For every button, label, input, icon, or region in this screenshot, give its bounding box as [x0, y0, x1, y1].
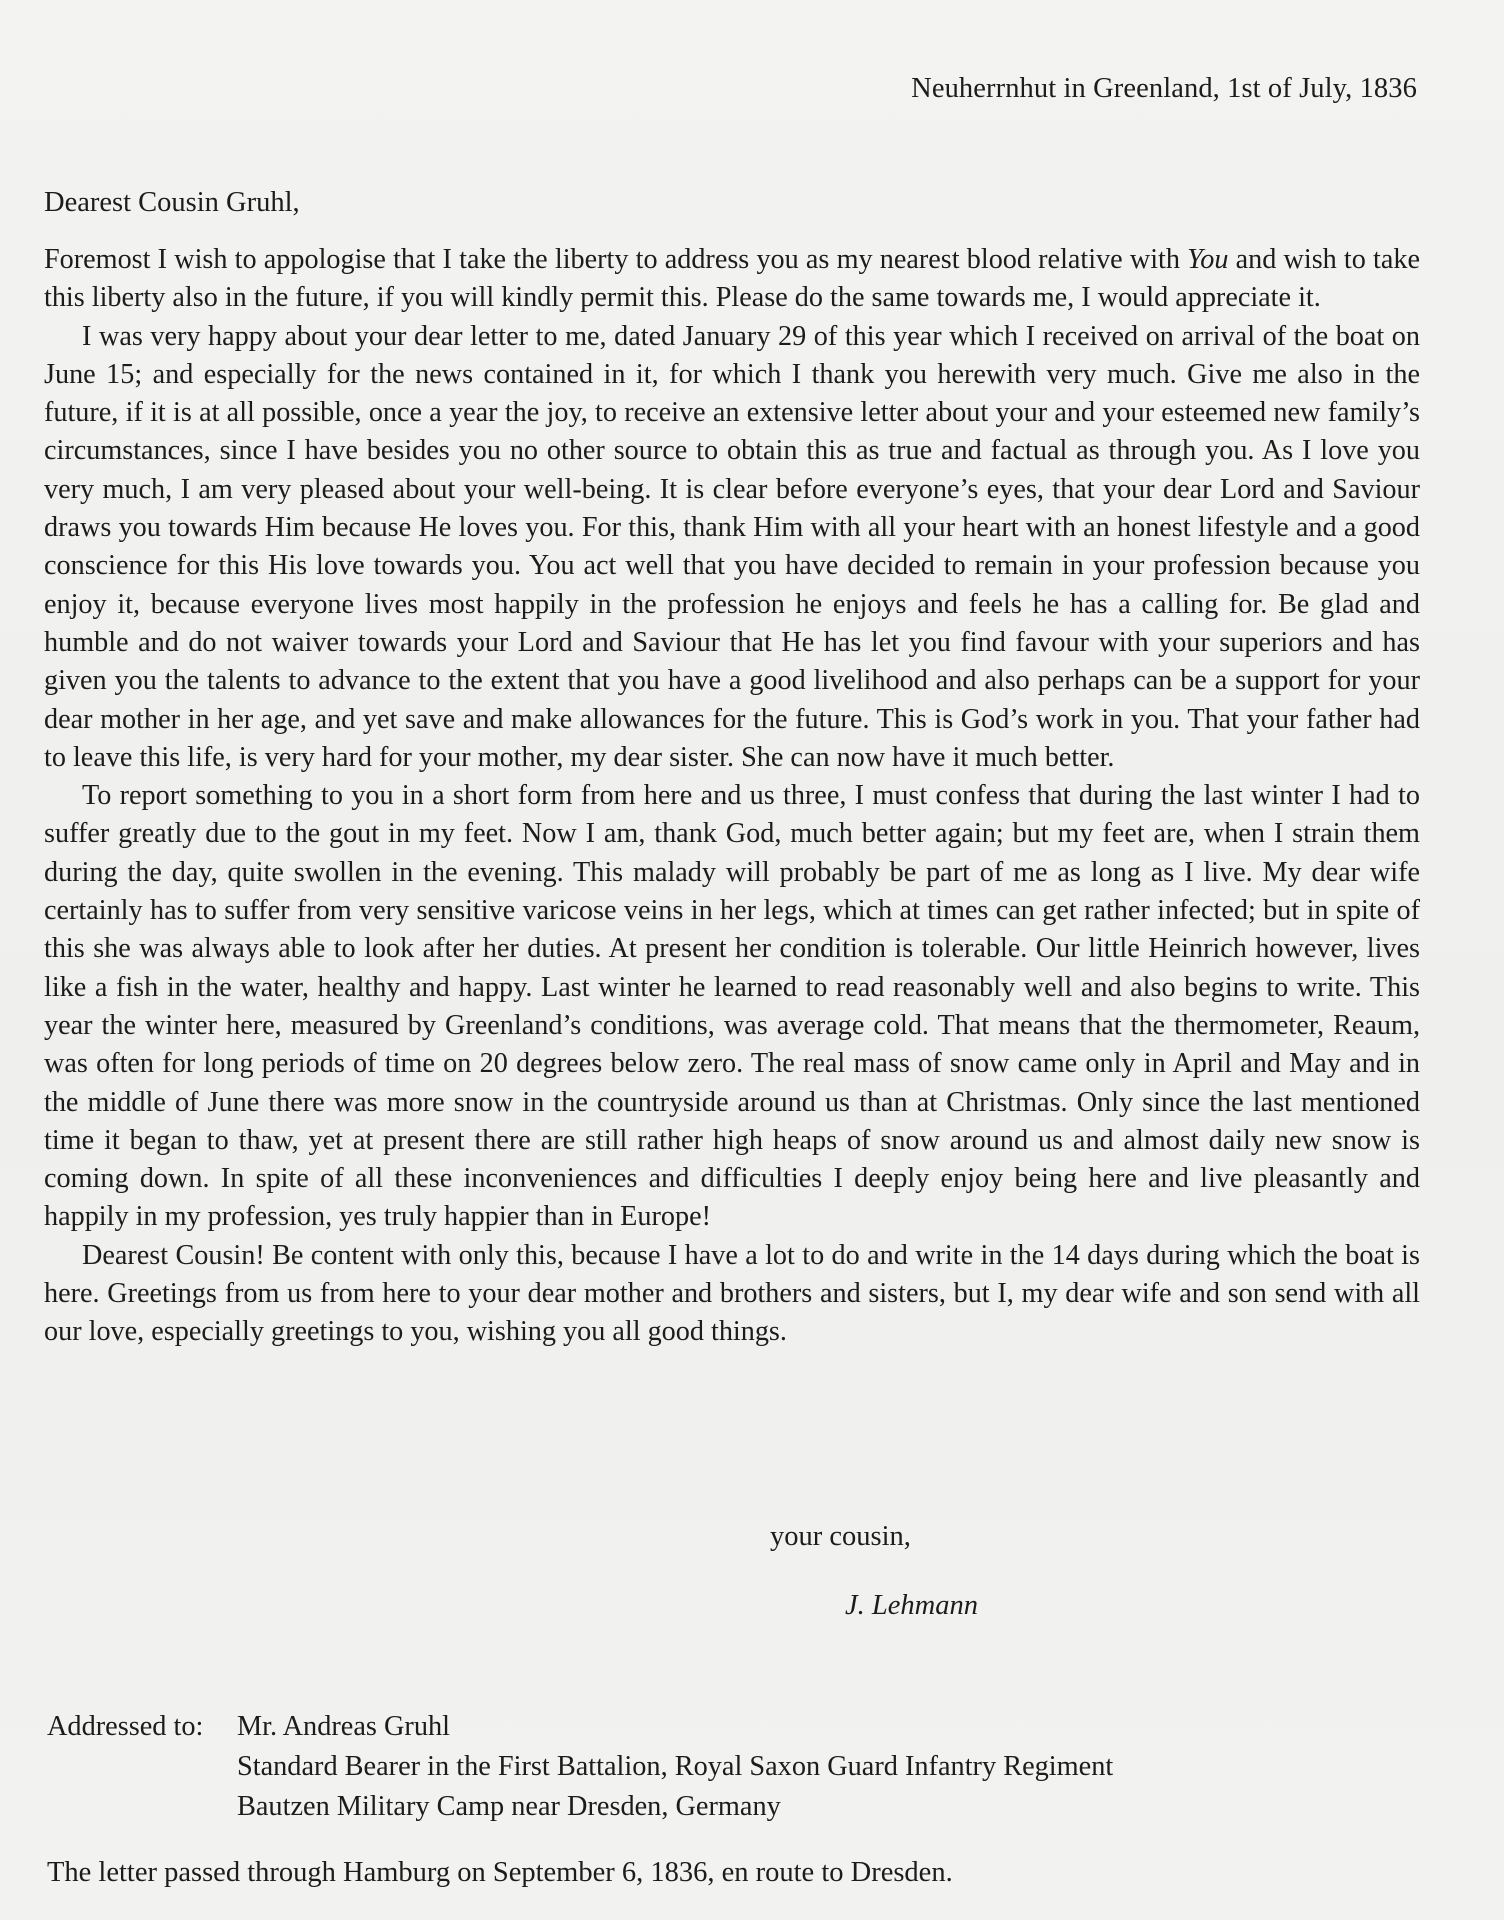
paragraph-3: To report something to you in a short form from here and us three, I must confess that during the last winter I had to suffer greatly due to the gout in my feet. Now I am, thank God, much better again; but my feet are, when I strain them during the day, quite swollen in the evening. This malady will probably be part of me as long as I live. My dear wife certainly has to suffer from very sensitive varicose veins in her legs, which at times can get rather infected; but in spite of this she was always able to look after her duties. At present her condition is tolerable. Our little Heinrich however, lives like a fish in the water, healthy and happy. Last winter he learned to read reasonably well and also begins to write. This year the winter here, measured by Greenland’s conditions, was average cold. That means that the thermometer, Reaum, was often for long periods of time on 20 degrees below zero. The real mass of snow came only in April and May and in the middle of June there was more snow in the countryside around us than at Christmas. Only since the last mentioned time it began to thaw, yet at present there are still rather high heaps of snow around us and almost daily new snow is coming down. In spite of all these inconveniences and difficulties I deeply enjoy being here and live pleasantly and happily in my profession, yes truly happier than in Europe!: [44, 780, 1420, 1233]
letter-body: [44, 241, 1420, 1352]
address-line-1: [47, 1707, 1113, 1747]
address-label: Addressed to:: [47, 1711, 204, 1742]
signature: J. Lehmann: [845, 1590, 978, 1621]
address-line-2: Standard Bearer in the First Battalion, Royal Saxon Guard Infantry Regiment: [237, 1751, 1114, 1782]
paragraph-1-emphasis: You: [1187, 244, 1229, 275]
paragraph-1-part-1: Foremost I wish to appologise that I take the liberty to address you as my nearest blood relative with: [44, 244, 1188, 275]
recipient-name: Mr. Andreas Gruhl: [237, 1711, 450, 1742]
footnote: The letter passed through Hamburg on September 6, 1836, en route to Dresden.: [47, 1857, 953, 1888]
closing: your cousin,: [770, 1521, 911, 1552]
address-line-3: Bautzen Military Camp near Dresden, Germany: [237, 1791, 781, 1822]
paragraph-1-part-2: and wish to take this liberty also in the future, if you will kindly permit this. Please do the same towards me, I would appreciate it.: [44, 244, 1420, 314]
dateline: Neuherrnhut in Greenland, 1st of July, 1836: [911, 73, 1417, 104]
paragraph-4: Dearest Cousin! Be content with only this, because I have a lot to do and write in the 14 days during which the boat is here. Greetings from us from here to your dear mother and brothers and sisters, but I, my dear wife and son send with all our love, especially greetings to you, wishing you all good things.: [44, 1239, 1420, 1348]
paragraph-1: [44, 241, 1420, 318]
address-block: [47, 1707, 1113, 1827]
salutation: Dearest Cousin Gruhl,: [44, 187, 300, 218]
paragraph-2: I was very happy about your dear letter to me, dated January 29 of this year which I received on arrival of the boat on June 15; and especially for the news contained in it, for which I thank you herewith very much. Give me also in the future, if it is at all possible, once a year the joy, to receive an extensive letter about your and your esteemed new family’s circumstances, since I have besides you no other source to obtain this as true and factual as through you. As I love you very much, I am very pleased about your well-being. It is clear before everyone’s eyes, that your dear Lord and Saviour draws you towards Him because He loves you. For this, thank Him with all your heart with an honest lifestyle and a good conscience for this His love towards you. You act well that you have decided to remain in your profession because you enjoy it, because everyone lives most happily in the profession he enjoys and feels he has a calling for. Be glad and humble and do not waiver towards your Lord and Saviour that He has let you find favour with your superiors and has given you the talents to advance to the extent that you have a good livelihood and also perhaps can be a support for your dear mother in her age, and yet save and make allowances for the future. This is God’s work in you. That your father had to leave this life, is very hard for your mother, my dear sister. She can now have it much better.: [44, 320, 1420, 773]
